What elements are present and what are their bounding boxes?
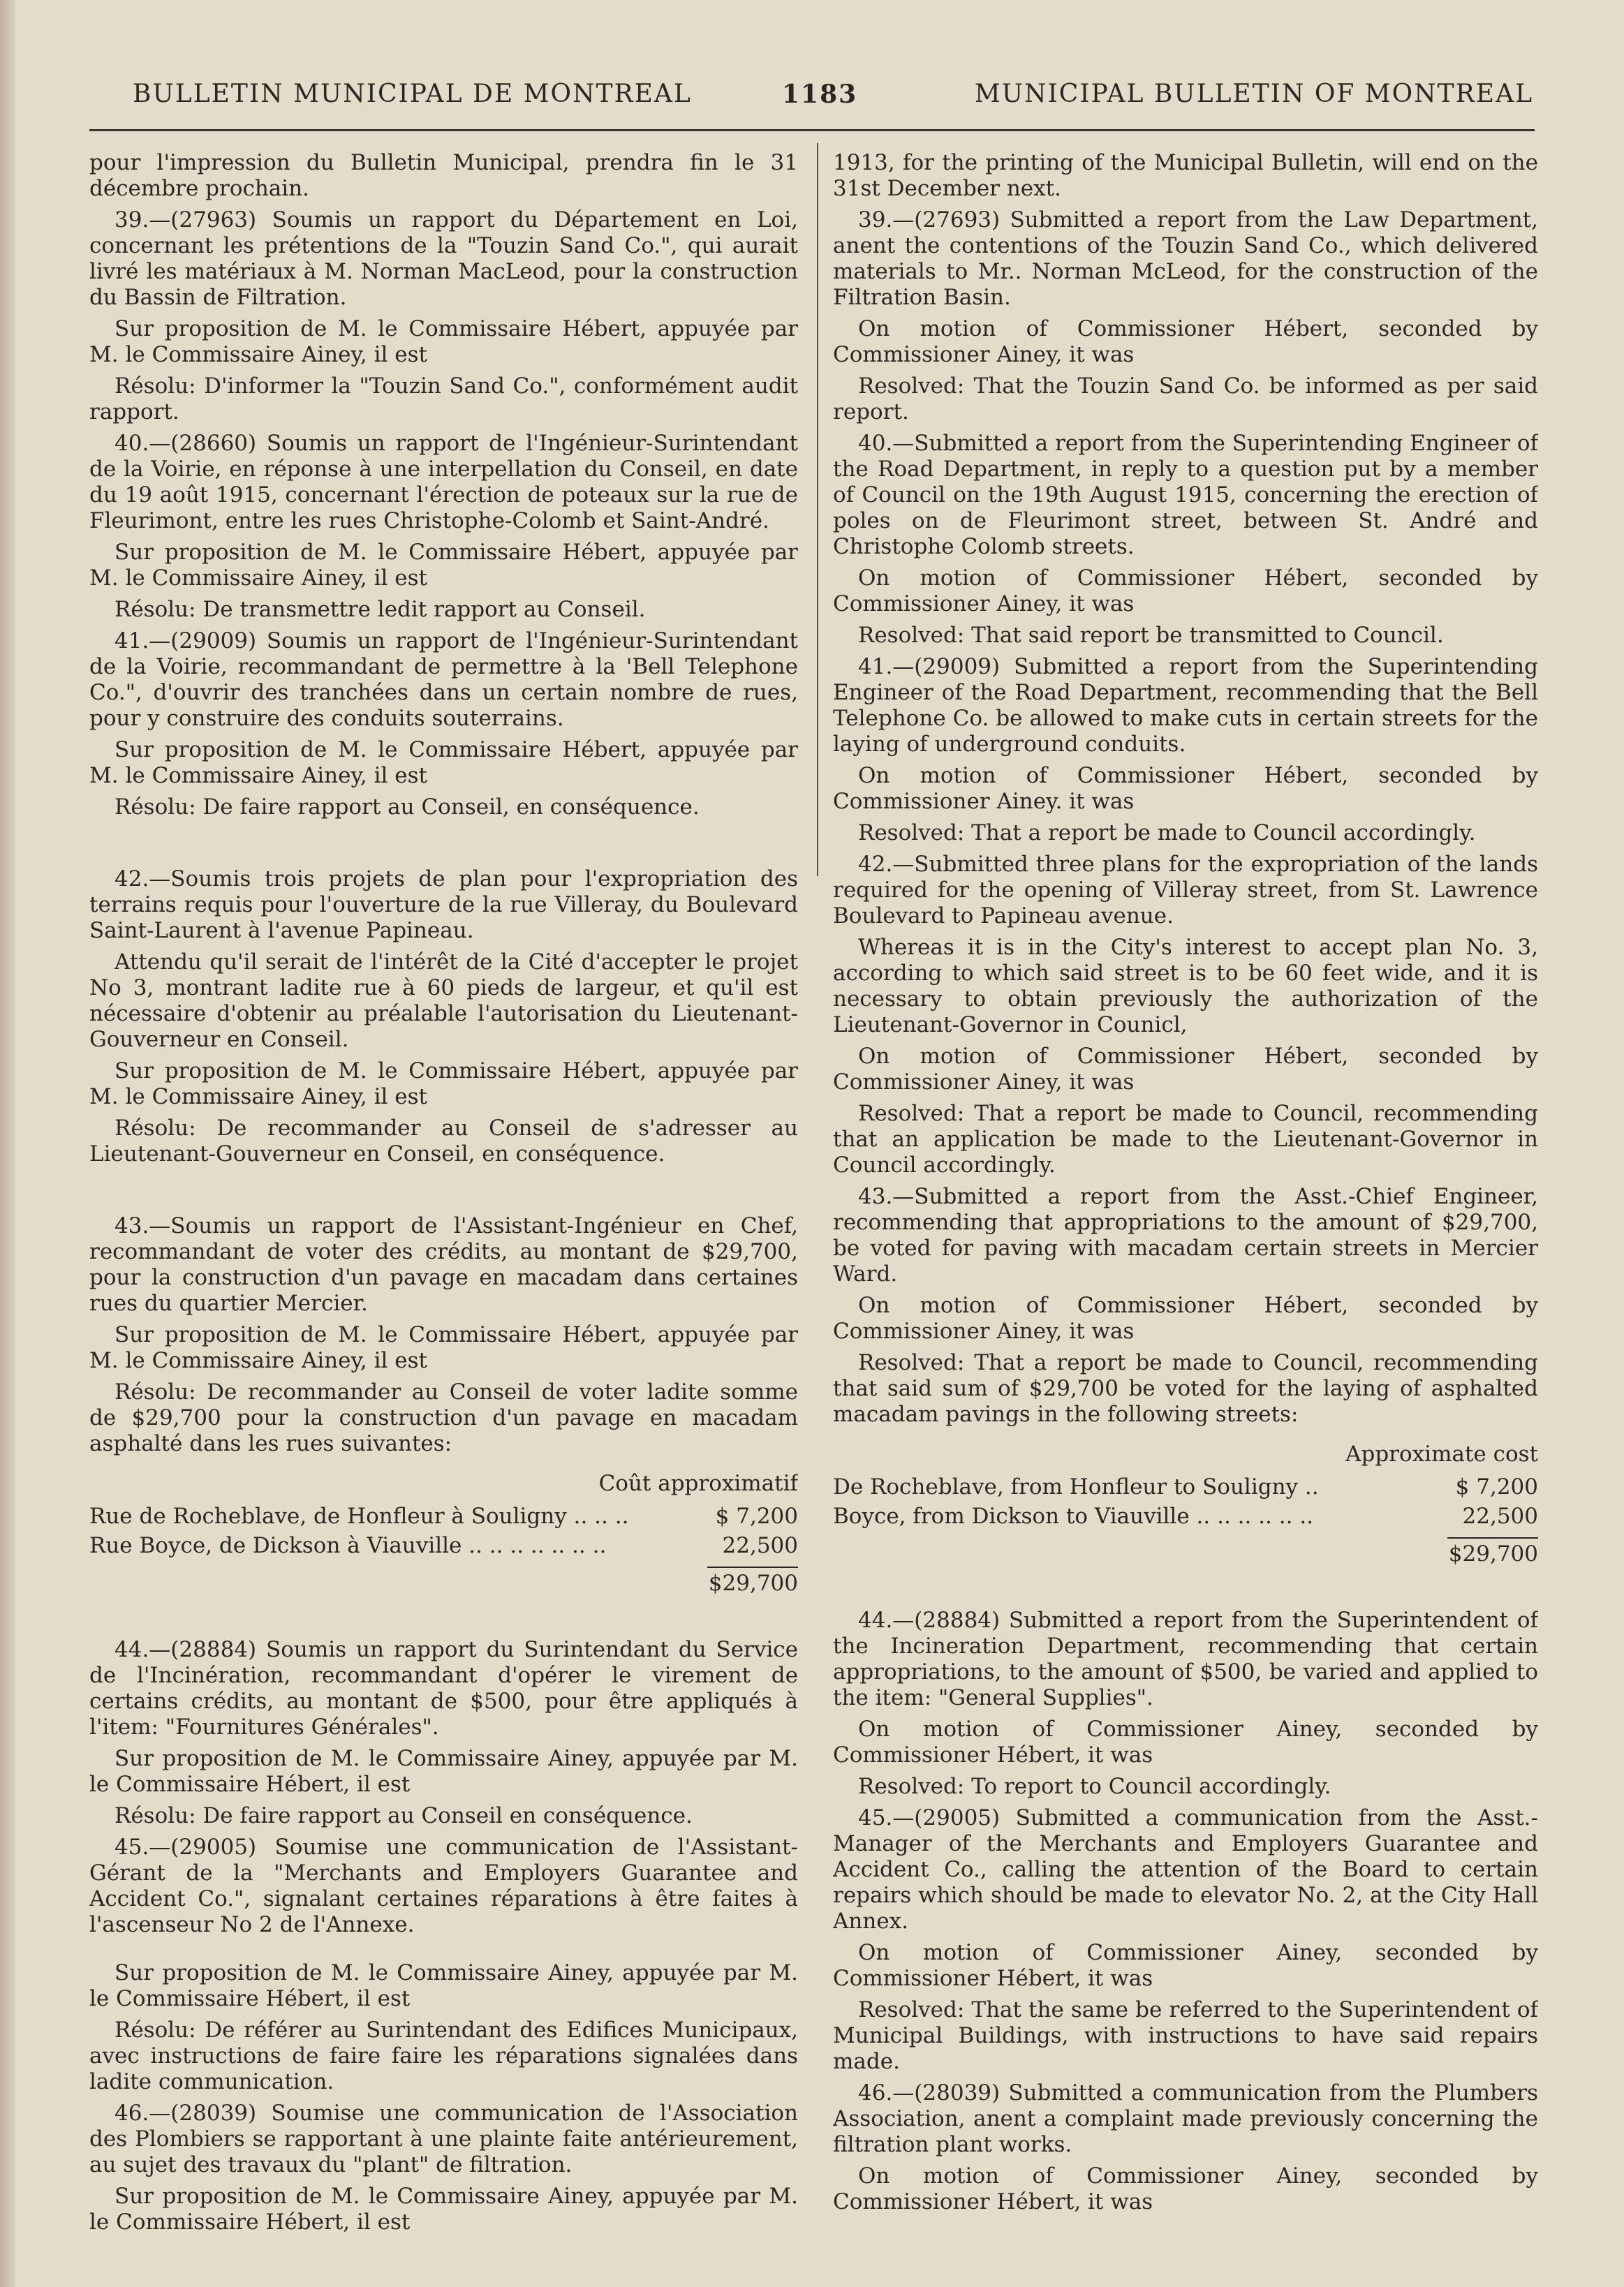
cost-header: Approximate cost (1345, 1442, 1538, 1467)
page-header (91, 74, 1554, 116)
cost-row-label: Rue de Rocheblave, de Honfleur à Souligny .. .. .. (89, 1504, 629, 1529)
item-41-motion: On motion of Commissioner Hébert, seconded by Commissioner Ainey. it was (833, 763, 1538, 814)
binding-edge (0, 0, 15, 2287)
continued-paragraph: pour l'impression du Bulletin Municipal, prendra fin le 31 décembre prochain. (89, 150, 798, 201)
item-40-resolution: Resolved: That said report be transmitted to Council. (858, 623, 1444, 648)
item-39-resolution: Résolu: D'informer la "Touzin Sand Co.", conformément audit rapport. (89, 373, 798, 424)
cost-row-amount: $ 7,200 (715, 1504, 798, 1529)
item-42-whereas: Whereas it is in the City's interest to accept plan No. 3, according to which said street is to be 60 feet wide, and it is necessary to obtain previously the authorization of the Lieutenant-Governor in Counicl, (833, 935, 1538, 1037)
item-44-motion: Sur proposition de M. le Commissaire Ainey, appuyée par M. le Commissaire Hébert, il est (89, 1746, 798, 1797)
item-40-motion: Sur proposition de M. le Commissaire Hébert, appuyée par M. le Commissaire Ainey, il est (89, 540, 798, 591)
item-43-resolution: Résolu: De recommander au Conseil de voter ladite somme de $29,700 pour la construction d'un pavage en macadam asphalté dans les rues suivantes: (89, 1379, 798, 1456)
cost-row (833, 1474, 1538, 1504)
item-42-resolution: Resolved: That a report be made to Council, recommending that an application be made to the Lieutenant-Governor in Council accordingly. (833, 1101, 1538, 1178)
item-44-report: 44.—(28884) Soumis un rapport du Surintendant du Service de l'Incinération, recommandant d'opérer le virement de certains crédits, au montant de $500, pour être appliqués à l'item: "Fournitures Générales". (89, 1637, 798, 1740)
page-number: 1183 (782, 80, 858, 109)
cost-row-label: De Rocheblave, from Honfleur to Souligny .. (833, 1474, 1319, 1500)
item-44-resolution: Resolved: To report to Council accordingly. (858, 1774, 1331, 1799)
item-42-whereas: Attendu qu'il serait de l'intérêt de la Cité d'accepter le projet No 3, montrant ladite rue à 60 pieds de largeur, et qu'il est nécessaire d'obtenir au préalable l'autorisation du Lieutenant-Gouverneur en Conseil. (89, 949, 798, 1052)
item-42-motion: On motion of Commissioner Hébert, seconded by Commissioner Ainey, it was (833, 1044, 1538, 1095)
item-45-report: 45.—(29005) Soumise une communication de l'Assistant-Gérant de la "Merchants and Employers Guarantee and Accident Co.", signalant certaines réparations à être faites à l'ascenseur No 2 de l'Annexe. (89, 1835, 798, 1937)
item-46-report: 46.—(28039) Submitted a communication from the Plumbers Association, anent a complaint made previously concerning the filtration plant works. (833, 2080, 1538, 2157)
spacer (89, 1173, 798, 1213)
cost-row (833, 1504, 1538, 1533)
cost-row-amount: $ 7,200 (1455, 1474, 1538, 1500)
item-41-resolution: Resolved: That a report be made to Council accordingly. (858, 820, 1476, 845)
continued-paragraph: 1913, for the printing of the Municipal Bulletin, will end on the 31st December next. (833, 150, 1538, 201)
cost-header: Coût approximatif (598, 1471, 798, 1496)
item-42-resolution: Résolu: De recommander au Conseil de s'adresser au Lieutenant-Gouverneur en Conseil, en conséquence. (89, 1116, 798, 1167)
item-46-report: 46.—(28039) Soumise une communication de l'Association des Plombiers se rapportant à une plainte faite antérieurement, au sujet des travaux du "plant" de filtration. (89, 2101, 798, 2177)
item-44-resolution: Résolu: De faire rapport au Conseil en conséquence. (115, 1803, 693, 1828)
spacer (89, 1944, 798, 1960)
item-41-resolution: Résolu: De faire rapport au Conseil, en conséquence. (115, 794, 700, 820)
cost-row (89, 1533, 798, 1562)
cost-row (89, 1504, 798, 1533)
item-45-motion: On motion of Commissioner Ainey, seconded by Commissioner Hébert, it was (833, 1940, 1538, 1991)
column-divider (817, 143, 818, 876)
item-43-report: 43.—Soumis un rapport de l'Assistant-Ingénieur en Chef, recommandant de voter des crédits, au montant de $29,700, pour la construction d'un pavage en macadam dans certaines rues du quartier Mercier. (89, 1213, 798, 1316)
spacer (89, 826, 798, 866)
cost-row-label: Boyce, from Dickson to Viauville .. .. .. .. .. .. (833, 1504, 1314, 1529)
header-title-fr: BULLETIN MUNICIPAL DE MONTREAL (133, 80, 692, 108)
item-39-resolution: Resolved: That the Touzin Sand Co. be informed as per said report. (833, 373, 1538, 424)
item-40-report: 40.—Submitted a report from the Superintending Engineer of the Road Department, in reply to a question put by a member of Council on the 19th August 1915, concerning the erection of poles on de Fleurimont street, between St. André and Christophe Colomb streets. (833, 431, 1538, 559)
cost-row-label: Rue Boyce, de Dickson à Viauville .. .. .. .. .. .. .. (89, 1533, 607, 1558)
cost-total: $29,700 (707, 1567, 798, 1597)
item-41-report: 41.—(29009) Submitted a report from the Superintending Engineer of the Road Department, recommending that the Bell Telephone Co. be allowed to make cuts in certain streets for the laying of underground conduits. (833, 654, 1538, 757)
item-39-report: 39.—(27963) Soumis un rapport du Département en Loi, concernant les prétentions de la "Touzin Sand Co.", qui aurait livré les matériaux à M. Norman MacLeod, pour la construction du Bassin de Filtration. (89, 207, 798, 310)
item-40-report: 40.—(28660) Soumis un rapport de l'Ingénieur-Surintendant de la Voirie, en réponse à une interpellation du Conseil, en date du 19 août 1915, concernant l'érection de poteaux sur la rue de Fleurimont, entre les rues Christophe-Colomb et Saint-André. (89, 431, 798, 533)
item-42-motion: Sur proposition de M. le Commissaire Hébert, appuyée par M. le Commissaire Ainey, il est (89, 1058, 798, 1109)
item-45-resolution: Résolu: De référer au Surintendant des Edifices Municipaux, avec instructions de faire faire les réparations signalées dans ladite communication. (89, 2018, 798, 2094)
item-42-report: 42.—Soumis trois projets de plan pour l'expropriation des terrains requis pour l'ouverture de la rue Villeray, du Boulevard Saint-Laurent à l'avenue Papineau. (89, 866, 798, 943)
item-41-motion: Sur proposition de M. le Commissaire Hébert, appuyée par M. le Commissaire Ainey, il est (89, 737, 798, 788)
item-45-report: 45.—(29005) Submitted a communication from the Asst.-Manager of the Merchants and Employers Guarantee and Accident Co., calling the attention of the Board to certain repairs which should be made to elevator No. 2, at the City Hall Annex. (833, 1805, 1538, 1934)
item-40-motion: On motion of Commissioner Hébert, seconded by Commissioner Ainey, it was (833, 565, 1538, 616)
french-column (89, 150, 798, 2259)
item-43-report: 43.—Submitted a report from the Asst.-Chief Engineer, recommending that appropriations to the amount of $29,700, be voted for paving with macadam certain streets in Mercier Ward. (833, 1184, 1538, 1287)
item-46-motion: Sur proposition de M. le Commissaire Ainey, appuyée par M. le Commissaire Hébert, il est (89, 2184, 798, 2235)
item-46-motion: On motion of Commissioner Ainey, seconded by Commissioner Hébert, it was (833, 2163, 1538, 2214)
item-44-motion: On motion of Commissioner Ainey, seconded by Commissioner Hébert, it was (833, 1717, 1538, 1768)
english-column (833, 150, 1538, 2259)
item-40-resolution: Résolu: De transmettre ledit rapport au Conseil. (115, 597, 646, 622)
item-45-motion: Sur proposition de M. le Commissaire Ainey, appuyée par M. le Commissaire Hébert, il est (89, 1960, 798, 2011)
item-43-resolution: Resolved: That a report be made to Council, recommending that said sum of $29,700 be voted for the laying of asphalted macadam pavings in the following streets: (833, 1350, 1538, 1427)
spacer (89, 1597, 798, 1637)
cost-row-amount: 22,500 (722, 1533, 798, 1558)
item-43-motion: On motion of Commissioner Hébert, seconded by Commissioner Ainey, it was (833, 1293, 1538, 1344)
item-44-report: 44.—(28884) Submitted a report from the Superintendent of the Incineration Department, recommending that certain appropriations, to the amount of $500, be varied and applied to the item: "General Supplies". (833, 1608, 1538, 1710)
header-rule (89, 129, 1535, 131)
cost-total: $29,700 (1447, 1537, 1538, 1567)
item-39-motion: Sur proposition de M. le Commissaire Hébert, appuyée par M. le Commissaire Ainey, il est (89, 316, 798, 367)
item-39-report: 39.—(27693) Submitted a report from the Law Department, anent the contentions of the Touzin Sand Co., which delivered materials to Mr.. Norman McLeod, for the construction of the Filtration Basin. (833, 207, 1538, 310)
item-43-motion: Sur proposition de M. le Commissaire Hébert, appuyée par M. le Commissaire Ainey, il est (89, 1322, 798, 1373)
item-39-motion: On motion of Commissioner Hébert, seconded by Commissioner Ainey, it was (833, 316, 1538, 367)
header-title-en: MUNICIPAL BULLETIN OF MONTREAL (974, 80, 1533, 108)
item-45-resolution: Resolved: That the same be referred to the Superintendent of Municipal Buildings, with instructions to have said repairs made. (833, 1997, 1538, 2074)
item-42-report: 42.—Submitted three plans for the expropriation of the lands required for the opening of Villeray street, from St. Lawrence Boulevard to Papineau avenue. (833, 852, 1538, 928)
spacer (833, 1567, 1538, 1608)
cost-row-amount: 22,500 (1462, 1504, 1538, 1529)
item-41-report: 41.—(29009) Soumis un rapport de l'Ingénieur-Surintendant de la Voirie, recommandant de permettre à la 'Bell Telephone Co.", d'ouvrir des tranchées dans un certain nombre de rues, pour y construire des conduits souterrains. (89, 628, 798, 731)
